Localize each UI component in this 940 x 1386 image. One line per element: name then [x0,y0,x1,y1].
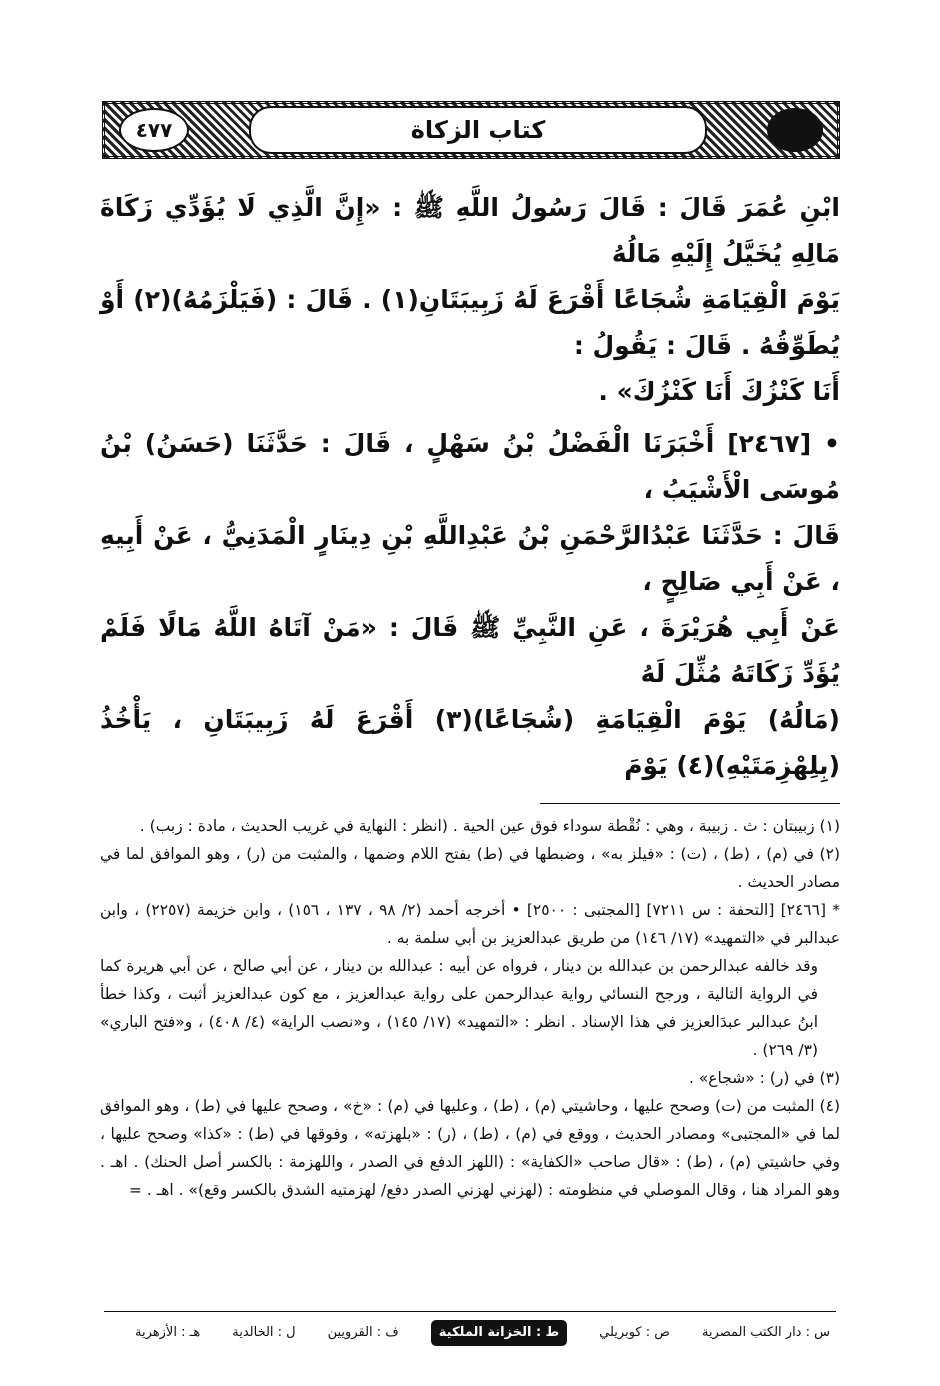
footnote-divider [540,803,840,804]
page-header [102,101,840,159]
hadith-2467-line: • [٢٤٦٧] أَخْبَرَنَا الْفَضْلُ بْنُ سَهْلٍ ، قَالَ : حَدَّثَنَا (حَسَنُ) بْنُ مُوسَى الْأَشْيَبُ ، [100,429,841,504]
text-line: أَنَا كَنْزُكَ أَنَا كَنْزُكَ» . [598,377,840,406]
key-item: هـ : الأزهرية [135,1325,201,1340]
text-line: (مَالُهُ) يَوْمَ الْقِيَامَةِ (شُجَاعًا)(٣) أَقْرَعَ لَهُ زَبِيبَتَانِ ، يَأْخُذُ (بِلِهْزِمَتَيْهِ)(٤) يَوْمَ [100,705,840,780]
takhrij-note: * [٢٤٦٦] [التحفة : س ٧٢١١] [المجتبى : ٢٥٠٠] • أخرجه أحمد (٢/ ٩٨ ، ١٣٧ ، ١٥٦) ، وابن خزيمة (٢٢٥٧) ، وابن عبدالبر في «التمهيد» (١٧/ ١٤٦) من طريق عبدالعزيز بن أبي سلمة به . [100,901,840,947]
footer-divider [104,1311,836,1312]
footnote: (٣) في (ر) : «شجاع» . [688,1069,840,1087]
footnotes [100,812,840,1204]
text-line: ابْنِ عُمَرَ قَالَ : قَالَ رَسُولُ اللَّهِ ﷺ : «إِنَّ الَّذِي لَا يُؤَدِّي زَكَاةَ مَالِهِ يُخَيَّلُ إِلَيْهِ مَالُهُ [100,193,840,268]
footnote: (٤) المثبت من (ت) وصحح عليها ، وحاشيتي (م) ، (ط) ، وعليها في (م) : «خ» ، وصحح عليها في (ط) ، وهو الموافق لما في «المجتبى» ومصادر الحديث ، ووقع في (م) ، (ط) ، (ر) : «بلهزته» ، وفوقها في (ط) : «كذا» وصحح عليها ، وفي حاشيتي (م) ، (ط) : «قال صاحب «الكفاية» : (اللهز الدفع في الصدر ، واللهزمة : بالكسر أصل الحنك) . اهـ . وهو المراد هنا ، وقال الموصلي في منظومته : (لهزني لهزني الصدر دفع/ لهزمتيه الشدق بالكسر وقع)» . اهـ . = [100,1097,840,1199]
text-line: يَوْمَ الْقِيَامَةِ شُجَاعًا أَقْرَعَ لَهُ زَبِيبَتَانِ(١) . قَالَ : (فَيَلْزَمُهُ)(٢) أَوْ يُطَوِّقُهُ . قَالَ : يَقُولُ : [100,285,840,360]
key-item: ل : الخالدية [232,1325,296,1340]
text-line: عَنْ أَبِي هُرَيْرَةَ ، عَنِ النَّبِيِّ ﷺ قَالَ : «مَنْ آتَاهُ اللَّهُ مَالًا فَلَمْ يُؤَدِّ زَكَاتَهُ مُثِّلَ لَهُ [100,613,840,688]
key-item: ف : القرويين [327,1325,399,1340]
seal-logo-icon [767,108,823,152]
key-item: ص : كوبريلي [599,1325,670,1340]
footnote: (١) زبيبتان : ث . زبيبة ، وهي : نُقْطة سوداء فوق عين الحية . (انظر : النهاية في غريب الحديث ، مادة : زبب) . [139,817,840,835]
key-item-highlighted: ط : الخزانة الملكية [431,1320,567,1346]
main-text [100,185,840,789]
book-title: كتاب الزكاة [249,106,707,154]
page-number: ٤٧٧ [119,108,189,152]
footnote: (٢) في (م) ، (ط) ، (ت) : «فيلز به» ، وضبطها في (ط) بفتح اللام وضمها ، والمثبت من (ر) ، وهو الموافق لما في مصادر الحديث . [100,845,840,891]
manuscript-key [135,1320,830,1346]
spacer [100,1204,840,1311]
text-line: قَالَ : حَدَّثَنَا عَبْدُالرَّحْمَنِ بْنُ عَبْدِاللَّهِ بْنِ دِينَارٍ الْمَدَنِيُّ ، عَنْ أَبِيهِ ، عَنْ أَبِي صَالِحٍ ، [100,521,840,596]
takhrij-note: وقد خالفه عبدالرحمن بن عبدالله بن دينار ، فرواه عن أبيه : عبدالله بن دينار ، عن أبي صالح ، عن أبي هريرة كما في الرواية التالية ، ورجح النسائي رواية عبدالرحمن على رواية عبدالعزيز ، مع كون عبدالعزيز أثبت ، وكذا خطأ ابنُ عبدالبر عبدَالعزيز في هذا الإسناد . انظر : «التمهيد» (١٧/ ١٤٥) ، و«نصب الراية» (٤/ ٤٠٨) ، و«فتح الباري» (٣/ ٢٦٩) . [100,957,818,1059]
key-item: س : دار الكتب المصرية [701,1325,830,1340]
